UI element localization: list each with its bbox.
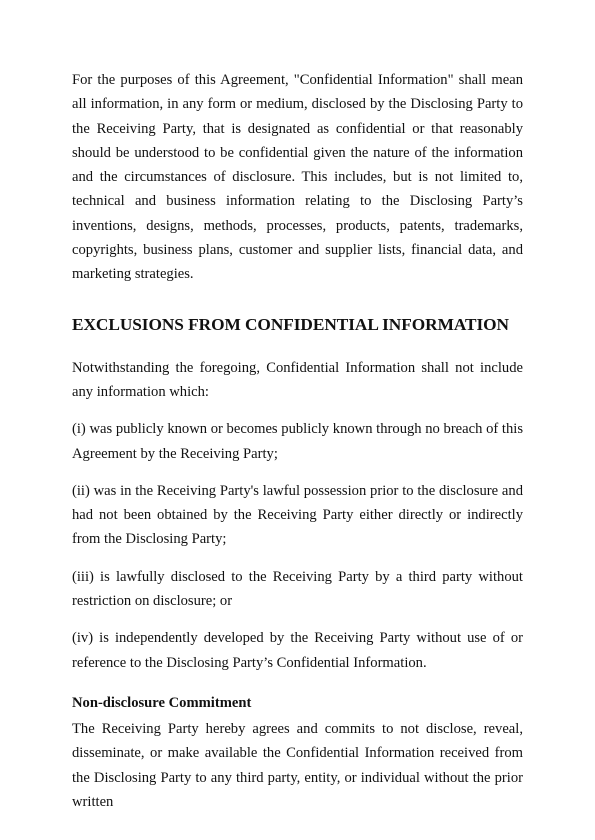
- exclusions-heading: EXCLUSIONS FROM CONFIDENTIAL INFORMATION: [72, 314, 509, 334]
- exclusion-item-i: (i) was publicly known or becomes publicly known through no breach of this Agreement by the Receiving Party;: [72, 421, 523, 462]
- commitment-paragraph: The Receiving Party hereby agrees and commits to not disclose, reveal, disseminate, or make available the Confidential Information received from the Disclosing Party to any third party, entity, or individual without the prior written: [72, 720, 523, 810]
- exclusion-item-iv: (iv) is independently developed by the Receiving Party without use of or reference to the Disclosing Party’s Confidential Information.: [72, 630, 523, 671]
- exclusions-intro: Notwithstanding the foregoing, Confidential Information shall not include any information which:: [72, 359, 523, 400]
- exclusion-item-iii: (iii) is lawfully disclosed to the Receiving Party by a third party without restriction on disclosure; or: [72, 568, 523, 610]
- commitment-heading: Non-disclosure Commitment: [72, 694, 252, 711]
- definition-paragraph: For the purposes of this Agreement, "Confidential Information" shall mean all information, in any form or medium, disclosed by the Disclosing Party to the Receiving Party, that is designated as confidential or that reasonably should be understood to be confidential given the nature of the information and the circumstances of disclosure. This includes, but is not limited to, technical and business information relating to the Disclosing Party’s inventions, designs, methods, processes, products, patents, trademarks, copyrights, business plans, customer and supplier lists, financial data, and marketing strategies.: [72, 72, 523, 283]
- exclusion-item-ii: (ii) was in the Receiving Party's lawful possession prior to the disclosure and had not been obtained by the Receiving Party either directly or indirectly from the Disclosing Party;: [72, 482, 523, 548]
